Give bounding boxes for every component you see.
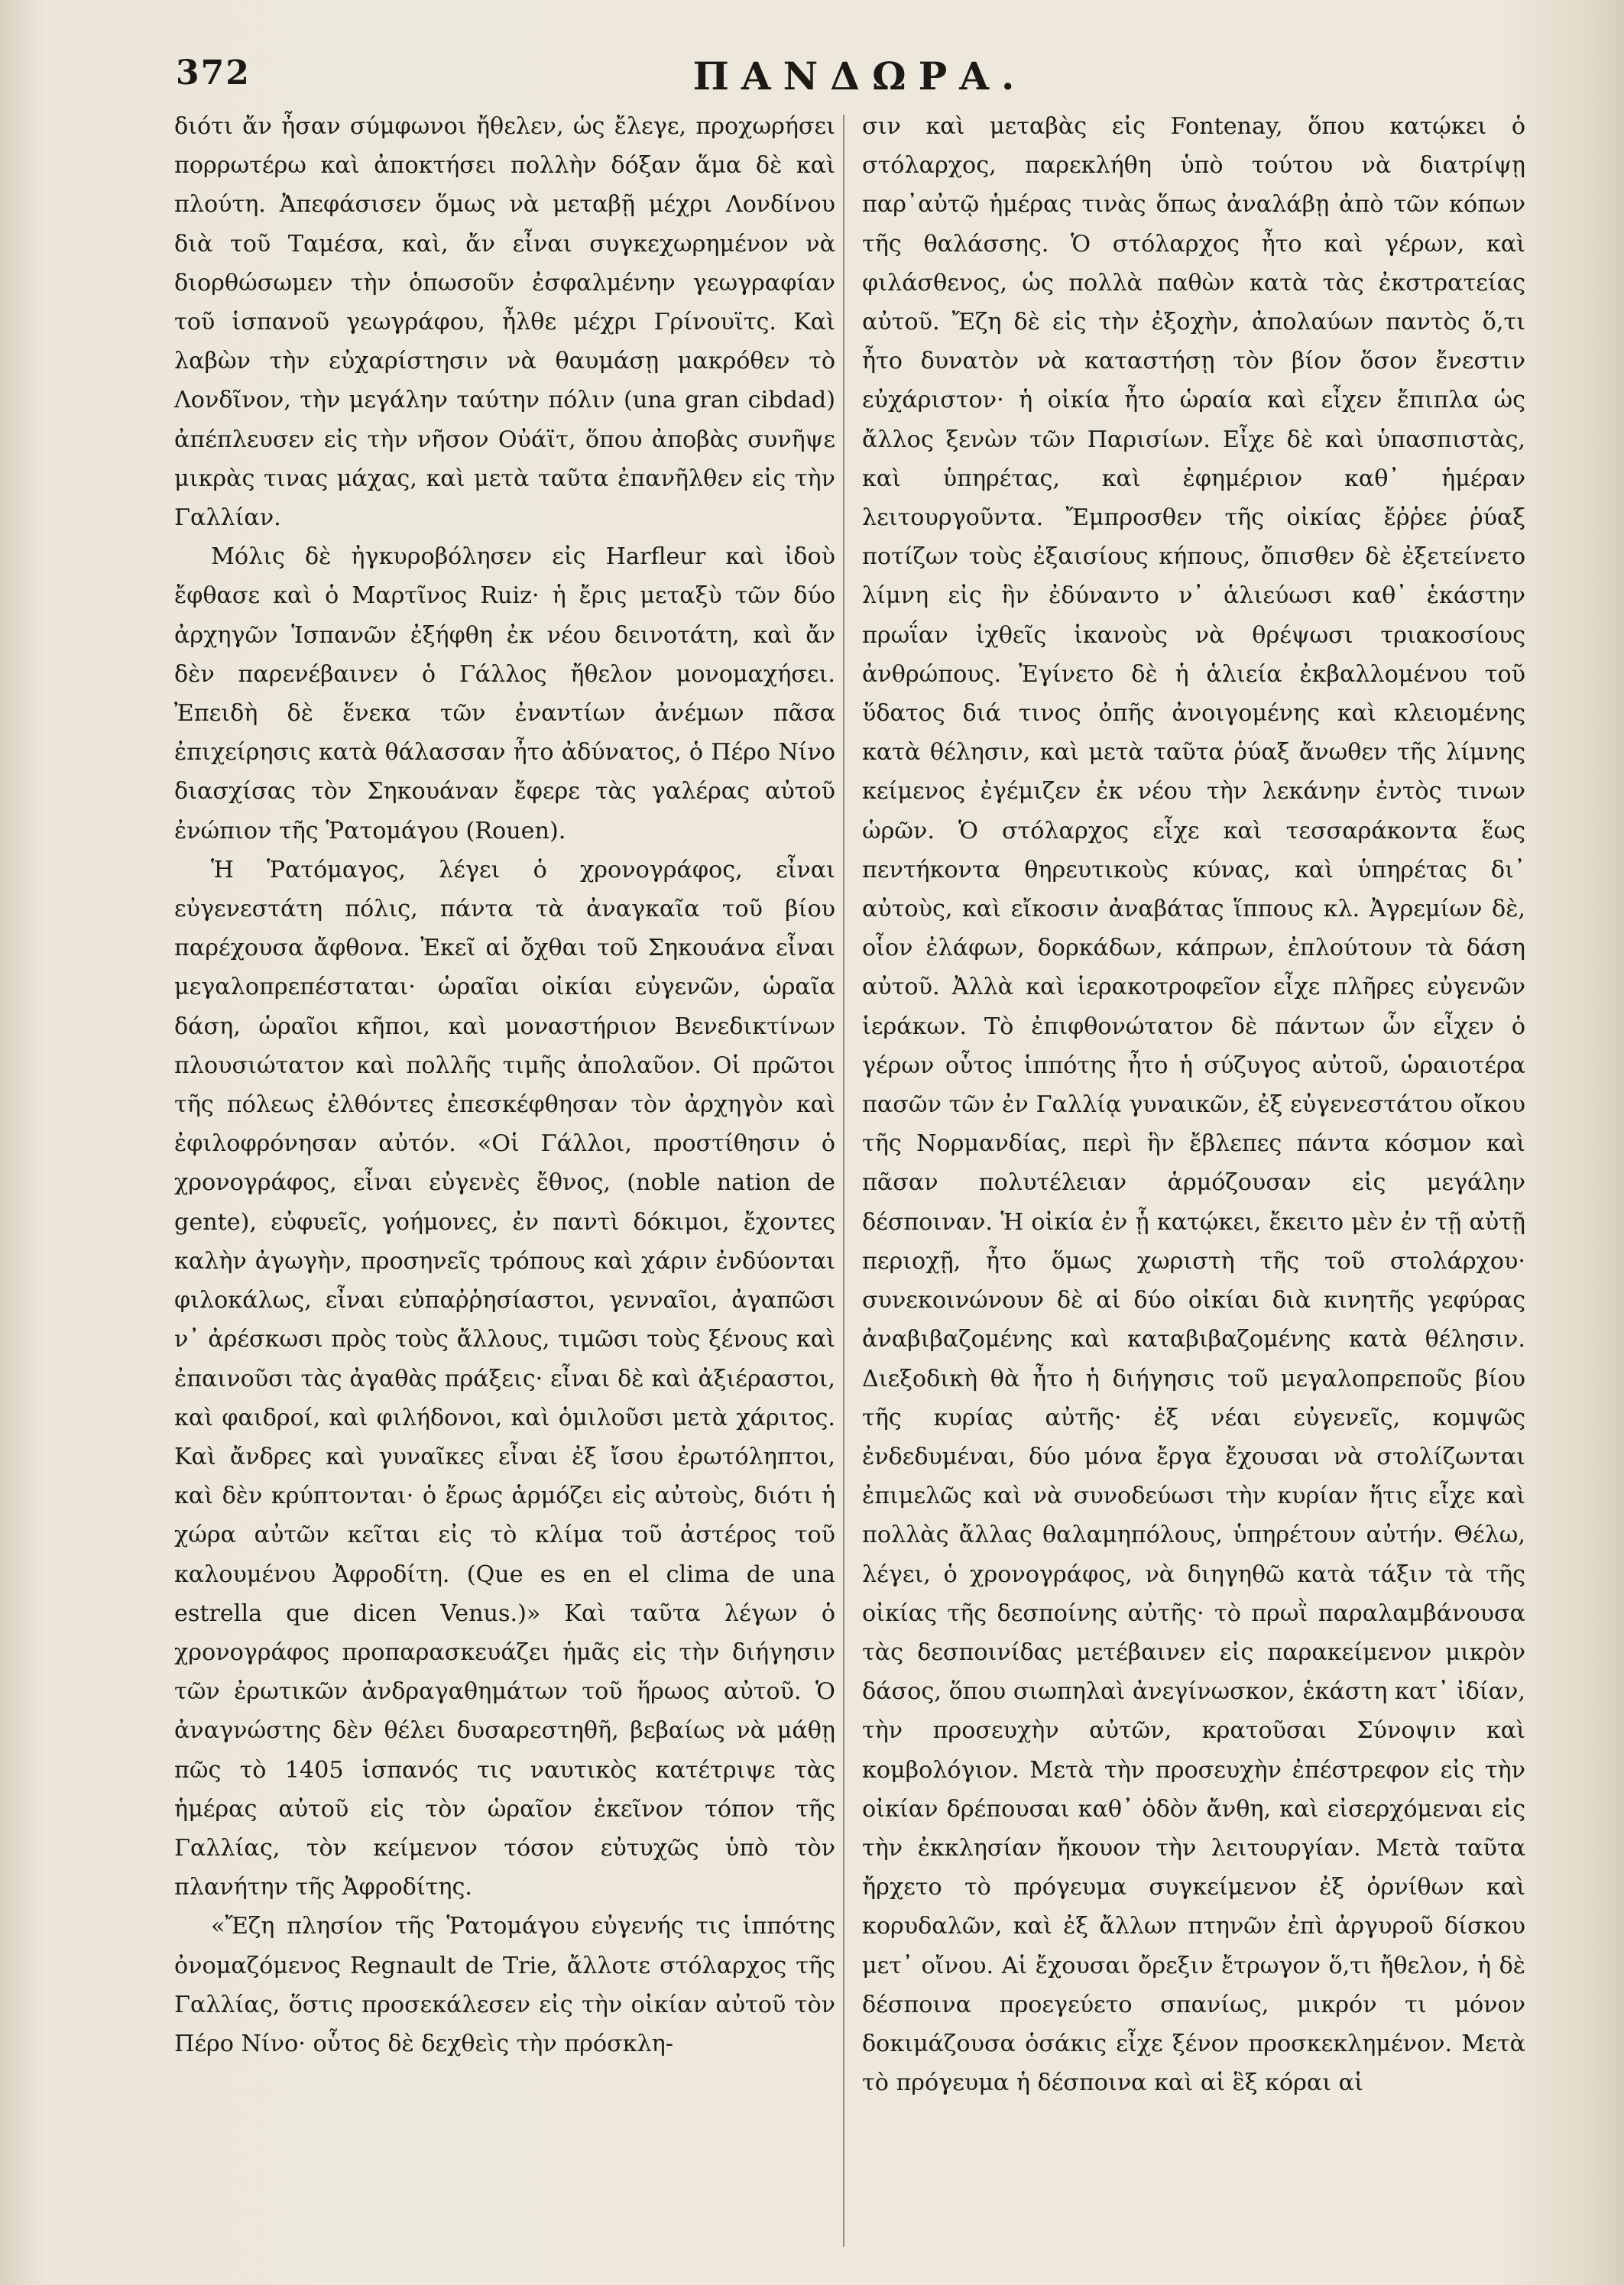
- paragraph: «Ἔζη πλησίον τῆς Ῥατομάγου εὐγενής τις ἱππότης ὀνομαζόμενος Regnault de Trie, ἄλλοτε στόλαρχος τῆς Γαλλίας, ὅστις προσεκάλεσεν εἰς τὴν οἰκίαν αὐτοῦ τὸν Πέρο Νίνο· οὗτος δὲ δεχθεὶς τὴν πρόσκλη-: [174, 1913, 835, 2057]
- left-column: [174, 107, 835, 2063]
- column-divider: [843, 115, 844, 2247]
- right-column: [862, 107, 1525, 2102]
- paragraph: Ἡ Ῥατόμαγος, λέγει ὁ χρονογράφος, εἶναι εὐγενεστάτη πόλις, πάντα τὰ ἀναγκαῖα τοῦ βίου παρέχουσα ἄφθονα. Ἐκεῖ αἱ ὄχθαι τοῦ Σηκουάνα εἶναι μεγαλοπρεπέσταται· ὡραῖαι οἰκίαι εὐγενῶν, ὡραῖα δάση, ὡραῖοι κῆποι, καὶ μοναστήριον Βενεδικτίνων πλουσιώτατον καὶ πολλῆς τιμῆς ἀπολαῦον. Οἱ πρῶτοι τῆς πόλεως ἐλθόντες ἐπεσκέφθησαν τὸν ἀρχηγὸν καὶ ἐφιλοφρόνησαν αὐτόν. «Οἱ Γάλλοι, προστίθησιν ὁ χρονογράφος, εἶναι εὐγενὲς ἔθνος, (noble nation de gente), εὐφυεῖς, γοήμονες, ἐν παντὶ δόκιμοι, ἔχοντες καλὴν ἀγωγὴν, προσηνεῖς τρόπους καὶ χάριν ἐνδύονται φιλοκάλως, εἶναι εὐπαῤῥησίαστοι, γενναῖοι, ἀγαπῶσι ν᾿ ἀρέσκωσι πρὸς τοὺς ἄλλους, τιμῶσι τοὺς ξένους καὶ ἐπαινοῦσι τὰς ἀγαθὰς πράξεις· εἶναι δὲ καὶ ἀξιέραστοι, καὶ φαιδροί, καὶ φιλήδονοι, καὶ ὁμιλοῦσι μετὰ χάριτος. Καὶ ἄνδρες καὶ γυναῖκες εἶναι ἐξ ἴσου ἐρωτόληπτοι, καὶ δὲν κρύπτονται· ὁ ἔρως ἁρμόζει εἰς αὐτοὺς, διότι ἡ χώρα αὐτῶν κεῖται εἰς τὸ κλίμα τοῦ ἀστέρος τοῦ καλουμένου Ἀφροδίτη. (Que es en el clima de una estrella que dicen Venus.)» Καὶ ταῦτα λέγων ὁ χρονογράφος προπαρασκευάζει ἡμᾶς εἰς τὴν διήγησιν τῶν ἐρωτικῶν ἀνδραγαθημάτων τοῦ ἥρωος αὐτοῦ. Ὁ ἀναγνώστης δὲν θέλει δυσαρεστηθῆ, βεβαίως νὰ μάθῃ πῶς τὸ 1405 ἱσπανός τις ναυτικὸς κατέτριψε τὰς ἡμέρας αὐτοῦ εἰς τὸν ὡραῖον ἐκεῖνον τόπον τῆς Γαλλίας, τὸν κείμενον τόσον εὐτυχῶς ὑπὸ τὸν πλανήτην τῆς Ἀφροδίτης.: [174, 856, 835, 1901]
- paragraph: διότι ἄν ἦσαν σύμφωνοι ἤθελεν, ὡς ἔλεγε, προχωρήσει πορρωτέρω καὶ ἀποκτήσει πολλὴν δόξαν ἅμα δὲ καὶ πλούτη. Ἀπεφάσισεν ὅμως νὰ μεταβῇ μέχρι Λονδίνου διὰ τοῦ Ταμέσα, καὶ, ἄν εἶναι συγκεχωρημένον νὰ διορθώσωμεν τὴν ὁπωσοῦν ἐσφαλμένην γεωγραφίαν τοῦ ἱσπανοῦ γεωγράφου, ἦλθε μέχρι Γρίνουϊτς. Καὶ λαβὼν τὴν εὐχαρίστησιν νὰ θαυμάσῃ μακρόθεν τὸ Λονδῖνον, τὴν μεγάλην ταύτην πόλιν (una gran cibdad) ἀπέπλευσεν εἰς τὴν νῆσον Οὐάϊτ, ὅπου ἀποβὰς συνῆψε μικρὰς τινας μάχας, καὶ μετὰ ταῦτα ἐπανῆλθεν εἰς τὴν Γαλλίαν.: [174, 113, 835, 532]
- running-title: ΠΑΝΔΩΡΑ.: [692, 53, 1027, 99]
- page-number: 372: [176, 53, 251, 92]
- page-header: [176, 53, 1544, 107]
- paragraph: Μόλις δὲ ἠγκυροβόλησεν εἰς Harfleur καὶ ἰδοὺ ἔφθασε καὶ ὁ Μαρτῖνος Ruiz· ἡ ἔρις μεταξὺ τῶν δύο ἀρχηγῶν Ἱσπανῶν ἐξήφθη ἐκ νέου δεινοτάτη, καὶ ἄν δὲν παρενέβαινεν ὁ Γάλλος ἤθελον μονομαχήσει. Ἐπειδὴ δὲ ἕνεκα τῶν ἐναντίων ἀνέμων πᾶσα ἐπιχείρησις κατὰ θάλασσαν ἦτο ἀδύνατος, ὁ Πέρο Νίνο διασχίσας τὸν Σηκουάναν ἔφερε τὰς γαλέρας αὐτοῦ ἐνώπιον τῆς Ῥατομάγου (Rouen).: [174, 543, 835, 844]
- paragraph: σιν καὶ μεταβὰς εἰς Fontenay, ὅπου κατῴκει ὁ στόλαρχος, παρεκλήθη ὑπὸ τούτου νὰ διατρίψῃ παρ᾿αὐτῷ ἡμέρας τινὰς ὅπως ἀναλάβῃ ἀπὸ τῶν κόπων τῆς θαλάσσης. Ὁ στόλαρχος ἦτο καὶ γέρων, καὶ φιλάσθενος, ὡς πολλὰ παθὼν κατὰ τὰς ἐκστρατείας αὐτοῦ. Ἔζη δὲ εἰς τὴν ἐξοχὴν, ἀπολαύων παντὸς ὅ,τι ἦτο δυνατὸν νὰ καταστήσῃ τὸν βίον ὅσον ἔνεστιν εὐχάριστον· ἡ οἰκία ἦτο ὡραία καὶ εἶχεν ἔπιπλα ὡς ἄλλος ξενὼν τῶν Παρισίων. Εἶχε δὲ καὶ ὑπασπιστὰς, καὶ ὑπηρέτας, καὶ ἐφημέριον καθ᾿ ἡμέραν λειτουργοῦντα. Ἔμπροσθεν τῆς οἰκίας ἔῤῥεε ῥύαξ ποτίζων τοὺς ἐξαισίους κήπους, ὄπισθεν δὲ ἐξετείνετο λίμνη εἰς ἣν ἐδύναντο ν᾿ ἁλιεύωσι καθ᾿ ἑκάστην πρωΐαν ἰχθεῖς ἱκανοὺς νὰ θρέψωσι τριακοσίους ἀνθρώπους. Ἐγίνετο δὲ ἡ ἁλιεία ἐκβαλλομένου τοῦ ὕδατος διά τινος ὀπῆς ἀνοιγομένης καὶ κλειομένης κατὰ θέλησιν, καὶ μετὰ ταῦτα ῥύαξ ἄνωθεν τῆς λίμνης κείμενος ἐγέμιζεν ἐκ νέου τὴν λεκάνην ἐντὸς τινων ὡρῶν. Ὁ στόλαρχος εἶχε καὶ τεσσαράκοντα ἕως πεντήκοντα θηρευτικοὺς κύνας, καὶ ὑπηρέτας δι᾿ αὐτοὺς, καὶ εἴκοσιν ἀναβάτας ἵππους κλ. Ἀγρεμίων δὲ, οἷον ἐλάφων, δορκάδων, κάπρων, ἐπλούτουν τὰ δάση αὐτοῦ. Ἀλλὰ καὶ ἱερακοτροφεῖον εἶχε πλῆρες εὐγενῶν ἱεράκων. Τὸ ἐπιφθονώτατον δὲ πάντων ὧν εἶχεν ὁ γέρων οὗτος ἱππότης ἦτο ἡ σύζυγος αὐτοῦ, ὡραιοτέρα πασῶν τῶν ἐν Γαλλίᾳ γυναικῶν, ἐξ εὐγενεστάτου οἴκου τῆς Νορμανδίας, περὶ ἣν ἔβλεπες πάντα κόσμον καὶ πᾶσαν πολυτέλειαν ἁρμόζουσαν εἰς μεγάλην δέσποιναν. Ἡ οἰκία ἐν ᾗ κατῴκει, ἔκειτο μὲν ἐν τῇ αὐτῇ περιοχῇ, ἦτο ὅμως χωριστὴ τῆς τοῦ στολάρχου· συνεκοινώνουν δὲ αἱ δύο οἰκίαι διὰ κινητῆς γεφύρας ἀναβιβαζομένης καὶ καταβιβαζομένης κατὰ θέλησιν. Διεξοδικὴ θὰ ἦτο ἡ διήγησις τοῦ μεγαλοπρεποῦς βίου τῆς κυρίας αὐτῆς· ἐξ νέαι εὐγενεῖς, κομψῶς ἐνδεδυμέναι, δύο μόνα ἔργα ἔχουσαι νὰ στολίζωνται ἐπιμελῶς καὶ νὰ συνοδεύωσι τὴν κυρίαν ἥτις εἶχε καὶ πολλὰς ἄλλας θαλαμηπόλους, ὑπηρέτουν αὐτήν. Θέλω, λέγει, ὁ χρονογράφος, νὰ διηγηθῶ κατὰ τάξιν τὰ τῆς οἰκίας τῆς δεσποίνης αὐτῆς· τὸ πρωῒ παραλαμβάνουσα τὰς δεσποινίδας μετέβαινεν εἰς παρακείμενον μικρὸν δάσος, ὅπου σιωπηλαὶ ἀνεγίνωσκον, ἑκάστη κατ᾿ ἰδίαν, τὴν προσευχὴν αὐτῶν, κρατοῦσαι Σύνοψιν καὶ κομβολόγιον. Μετὰ τὴν προσευχὴν ἐπέστρεφον εἰς τὴν οἰκίαν δρέπουσαι καθ᾿ ὁδὸν ἄνθη, καὶ εἰσερχόμεναι εἰς τὴν ἐκκλησίαν ἤκουον τὴν λειτουργίαν. Μετὰ ταῦτα ἤρχετο τὸ πρόγευμα συγκείμενον ἐξ ὀρνίθων καὶ κορυδαλῶν, καὶ ἐξ ἄλλων πτηνῶν ἐπὶ ἀργυροῦ δίσκου μετ᾿ οἴνου. Αἱ ἔχουσαι ὄρεξιν ἔτρωγον ὅ,τι ἤθελον, ἡ δὲ δέσποινα προεγεύετο σπανίως, μικρόν τι μόνον δοκιμάζουσα ὁσάκις εἶχε ξένον προσκεκλημένον. Μετὰ τὸ πρόγευμα ἡ δέσποινα καὶ αἱ ἓξ κόραι αἱ: [862, 113, 1525, 2097]
